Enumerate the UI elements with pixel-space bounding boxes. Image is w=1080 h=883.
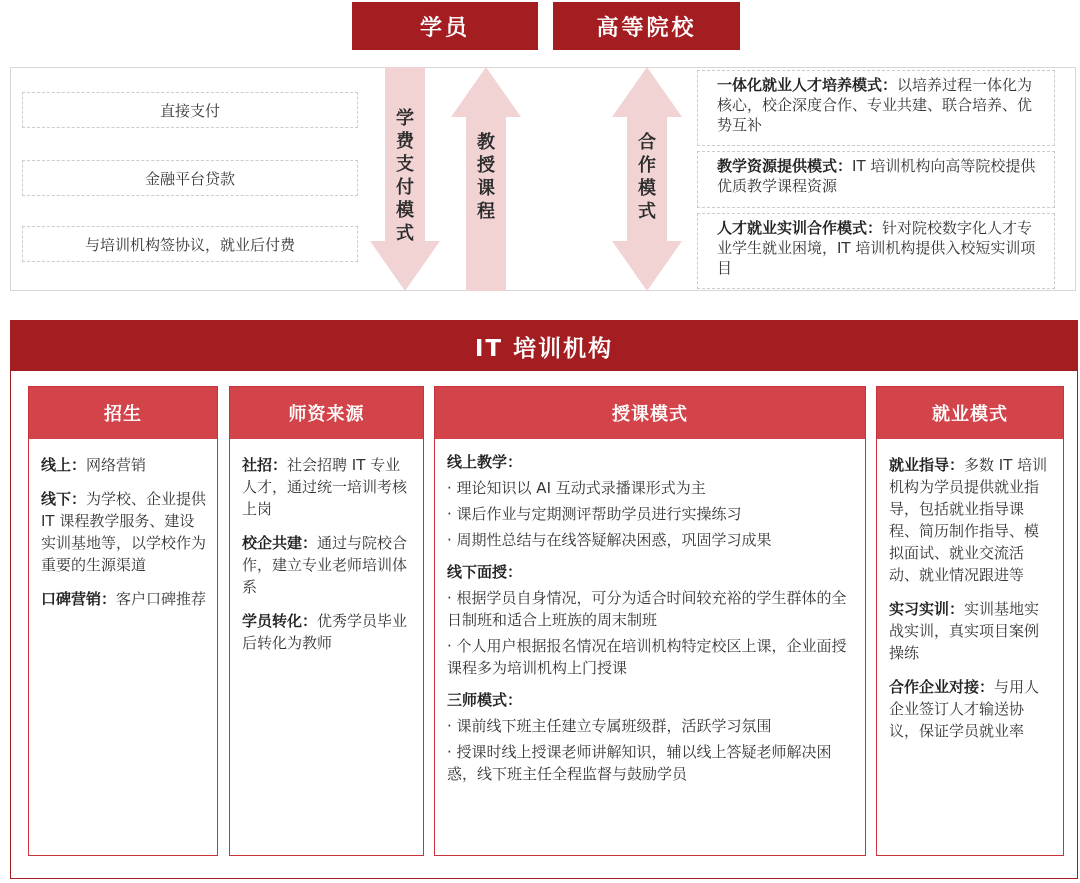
coop-mode-title: 人才就业实训合作模式： bbox=[717, 219, 883, 237]
item-title: 就业指导： bbox=[889, 456, 965, 474]
cooperation-arrow bbox=[612, 67, 682, 291]
item-text: 社会招聘 IT 专业人才，通过统一培训考核上岗 bbox=[242, 456, 408, 518]
column-title: 就业模式 bbox=[877, 387, 1063, 439]
enroll-item bbox=[41, 454, 207, 476]
column-title: 师资来源 bbox=[230, 387, 423, 439]
item-title: 实习实训： bbox=[889, 600, 965, 618]
employment-item bbox=[889, 676, 1053, 742]
section-title: 三师模式： bbox=[447, 691, 523, 709]
item-text: 通过与院校合作，建立专业老师培训体系 bbox=[242, 534, 408, 596]
fee-payment-arrow bbox=[370, 67, 440, 291]
payment-option-agreement: 与培训机构签协议，就业后付费 bbox=[22, 226, 358, 262]
bullet-item: · 根据学员自身情况，可分为适合时间较充裕的学生群体的全日制班和适合上班族的周末制班 bbox=[447, 589, 847, 629]
employment-item bbox=[889, 598, 1053, 664]
employment-item bbox=[889, 454, 1053, 586]
arrow-char: 付 bbox=[396, 177, 414, 198]
coop-mode-resource bbox=[697, 151, 1055, 208]
coop-mode-title: 教学资源提供模式： bbox=[717, 157, 853, 175]
item-title: 社招： bbox=[242, 456, 288, 474]
enroll-item bbox=[41, 588, 207, 610]
item-title: 合作企业对接： bbox=[889, 678, 995, 696]
payment-option-loan: 金融平台贷款 bbox=[22, 160, 358, 196]
arrow-char: 式 bbox=[638, 201, 656, 222]
arrow-char: 授 bbox=[477, 155, 495, 176]
item-text: 为学校、企业提供 IT 课程教学服务、建设实训基地等，以学校作为重要的生源渠道 bbox=[41, 490, 207, 574]
students-tab: 学员 bbox=[352, 2, 538, 50]
column-title: 招生 bbox=[29, 387, 217, 439]
teachers-column bbox=[229, 386, 424, 856]
item-title: 线下： bbox=[41, 490, 87, 508]
teaching-column bbox=[434, 386, 866, 856]
colleges-tab: 高等院校 bbox=[553, 2, 740, 50]
arrow-char: 教 bbox=[477, 132, 495, 153]
arrow-char: 作 bbox=[638, 155, 656, 176]
arrow-char: 式 bbox=[396, 223, 414, 244]
item-text: 多数 IT 培训机构为学员提供就业指导，包括就业指导课程、简历制作指导、模拟面试、就业交流活动、就业情况跟进等 bbox=[889, 456, 1048, 584]
enrollment-column bbox=[28, 386, 218, 856]
bullet-item: · 个人用户根据报名情况在培训机构特定校区上课，企业面授课程多为培训机构上门授课 bbox=[447, 637, 847, 677]
item-text: 网络营销 bbox=[86, 456, 147, 474]
teach-course-arrow bbox=[451, 67, 521, 291]
org-title: IT 培训机构 bbox=[11, 321, 1077, 371]
arrow-char: 学 bbox=[396, 108, 414, 129]
arrow-char: 程 bbox=[477, 201, 495, 222]
bullet-item: · 理论知识以 AI 互动式录播课形式为主 bbox=[447, 479, 706, 497]
item-title: 校企共建： bbox=[242, 534, 318, 552]
coop-mode-integrated bbox=[697, 70, 1055, 146]
item-title: 线上： bbox=[41, 456, 87, 474]
item-text: 实训基地实战实训，真实项目案例操练 bbox=[889, 600, 1040, 662]
item-title: 学员转化： bbox=[242, 612, 318, 630]
item-text: 客户口碑推荐 bbox=[116, 590, 207, 608]
bullet-item: · 周期性总结与在线答疑解决困惑，巩固学习成果 bbox=[447, 531, 772, 549]
payment-option-direct: 直接支付 bbox=[22, 92, 358, 128]
arrow-char: 课 bbox=[477, 178, 495, 199]
teachers-item bbox=[242, 454, 413, 520]
section-title: 线上教学： bbox=[447, 453, 523, 471]
teachers-item bbox=[242, 610, 413, 654]
arrow-char: 支 bbox=[396, 154, 414, 175]
coop-mode-practice bbox=[697, 213, 1055, 289]
teachers-item bbox=[242, 532, 413, 598]
column-title: 授课模式 bbox=[435, 387, 865, 439]
section-title: 线下面授： bbox=[447, 563, 523, 581]
arrow-char: 模 bbox=[638, 178, 656, 199]
bullet-item: · 授课时线上授课老师讲解知识，辅以线上答疑老师解决困惑，线下班主任全程监督与鼓励学员 bbox=[447, 743, 832, 783]
item-text: 优秀学员毕业后转化为教师 bbox=[242, 612, 408, 652]
employment-column bbox=[876, 386, 1064, 856]
arrow-char: 合 bbox=[638, 132, 656, 153]
coop-mode-title: 一体化就业人才培养模式： bbox=[717, 76, 898, 94]
coop-mode-text: IT 培训机构向高等院校提供优质教学课程资源 bbox=[717, 157, 1036, 195]
bullet-item: · 课前线下班主任建立专属班级群，活跃学习氛围 bbox=[447, 717, 772, 735]
enroll-item bbox=[41, 488, 207, 576]
bullet-item: · 课后作业与定期测评帮助学员进行实操练习 bbox=[447, 505, 742, 523]
item-title: 口碑营销： bbox=[41, 590, 117, 608]
coop-mode-text: 以培养过程一体化为核心，校企深度合作、专业共建、联合培养、优势互补 bbox=[717, 76, 1033, 134]
arrow-char: 费 bbox=[396, 131, 414, 152]
item-text: 与用人企业签订人才输送协议，保证学员就业率 bbox=[889, 678, 1040, 740]
coop-mode-text: 针对院校数字化人才专业学生就业困境，IT 培训机构提供入校短实训项目 bbox=[717, 219, 1036, 277]
arrow-char: 模 bbox=[396, 200, 414, 221]
